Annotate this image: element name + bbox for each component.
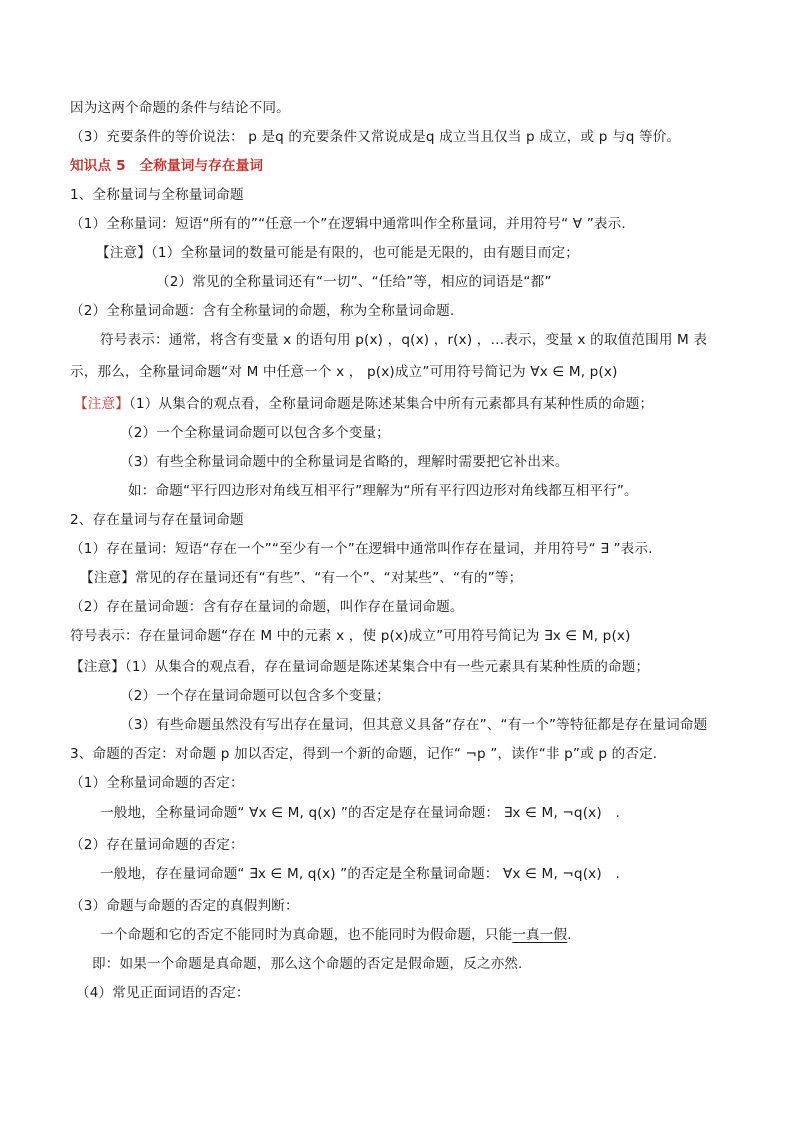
text-line: （2）存在量词命题：含有存在量词的命题，叫作存在量词命题。 — [70, 599, 464, 615]
text-line: 符号表示：存在量词命题“存在 M 中的元素 x ，使 p(x)成立”可用符号简记为 ∃x ∈ M, p(x) — [70, 628, 631, 644]
text-line: 如：命题“平行四边形对角线互相平行”理解为“所有平行四边形对角线都互相平行”。 — [128, 483, 638, 499]
text-line: （2）一个全称量词命题可以包含多个变量； — [120, 425, 390, 441]
text-line: 因为这两个命题的条件与结论不同。 — [70, 100, 290, 116]
formula-line: 一般地，存在量词命题“ ∃x ∈ M, q(x) ”的否定是全称量词命题： ∀x ∈ M, ¬q(x) . — [100, 866, 621, 882]
text-line: （3）有些命题虽然没有写出存在量词，但其意义具备“存在”、“有一个”等特征都是存在量词命题 — [120, 717, 708, 733]
subsection-title: 2、存在量词与存在量词命题 — [70, 512, 244, 528]
note-label: 【注意】 — [74, 396, 129, 412]
text-segment: . — [567, 927, 572, 943]
text-line: 即：如果一个命题是真命题，那么这个命题的否定是假命题，反之亦然. — [92, 956, 523, 972]
text-line: （1）全称量词命题的否定： — [70, 775, 244, 791]
note-label: 【注意】 — [96, 245, 151, 261]
text-line: （3）有些全称量词命题中的全称量词是省略的，理解时需要把它补出来。 — [120, 454, 569, 470]
section-heading: 知识点 5 全称量词与存在量词 — [70, 158, 264, 174]
text-segment: 一个命题和它的否定不能同时为真命题，也不能同时为假命题，只能 — [100, 927, 513, 943]
underlined-text: 一真一假 — [512, 927, 568, 943]
text-line: （4）常见正面词语的否定： — [76, 985, 250, 1001]
text-line: 符号表示：通常，将含有变量 x 的语句用 p(x) ，q(x) ，r(x) ，…表示，变量 x 的取值范围用 M 表 — [100, 332, 708, 348]
note-line — [74, 394, 653, 414]
note-text: （1）从集合的观点看，全称量词命题是陈述某集合中所有元素都具有某种性质的命题； — [128, 396, 654, 412]
text-line: （2）常见的全称量词还有“一切”、“任给”等，相应的词语是“都” — [156, 274, 552, 290]
text-line: （1）存在量词：短语“存在一个”“至少有一个”在逻辑中通常叫作存在量词，并用符号“ ∃ ”表示. — [70, 541, 653, 557]
note-label: 【注意】 — [70, 659, 125, 675]
note-text: （1）从集合的观点看，存在量词命题是陈述某集合中有一些元素具有某种性质的命题； — [124, 659, 650, 675]
text-line: （3）命题与命题的否定的真假判断： — [70, 898, 299, 914]
note-line: 【注意】常见的存在量词还有“有些”、“有一个”、“对某些”、“有的”等； — [80, 570, 523, 586]
note-line — [70, 657, 649, 677]
subsection-title: 3、命题的否定：对命题 p 加以否定，得到一个新的命题，记作“ ¬p ”，读作“非 p”或 p 的否定. — [70, 746, 658, 762]
text-line: （3）充要条件的等价说法： p 是q 的充要条件又常说成是q 成立当且仅当 p 成立，或 p 与q 等价。 — [70, 129, 681, 145]
subsection-title: 1、全称量词与全称量词命题 — [70, 187, 244, 203]
formula-line: 一般地，全称量词命题“ ∀x ∈ M, q(x) ”的否定是存在量词命题： ∃x ∈ M, ¬q(x) . — [100, 805, 621, 821]
text-line — [100, 925, 572, 945]
text-line: （1）全称量词：短语“所有的”“任意一个”在逻辑中通常叫作全称量词，并用符号“ ∀ ”表示. — [70, 216, 626, 232]
text-line: （2）存在量词命题的否定： — [70, 837, 244, 853]
text-line: 示，那么，全称量词命题“对 M 中任意一个 x ， p(x)成立”可用符号简记为 ∀x ∈ M, p(x) — [70, 364, 618, 380]
text-line: （2）全称量词命题：含有全称量词的命题，称为全称量词命题. — [70, 303, 455, 319]
text-line: （2）一个存在量词命题可以包含多个变量； — [120, 688, 390, 704]
note-line — [96, 243, 579, 263]
note-text: （1）全称量词的数量可能是有限的，也可能是无限的，由有题目而定； — [150, 245, 580, 261]
